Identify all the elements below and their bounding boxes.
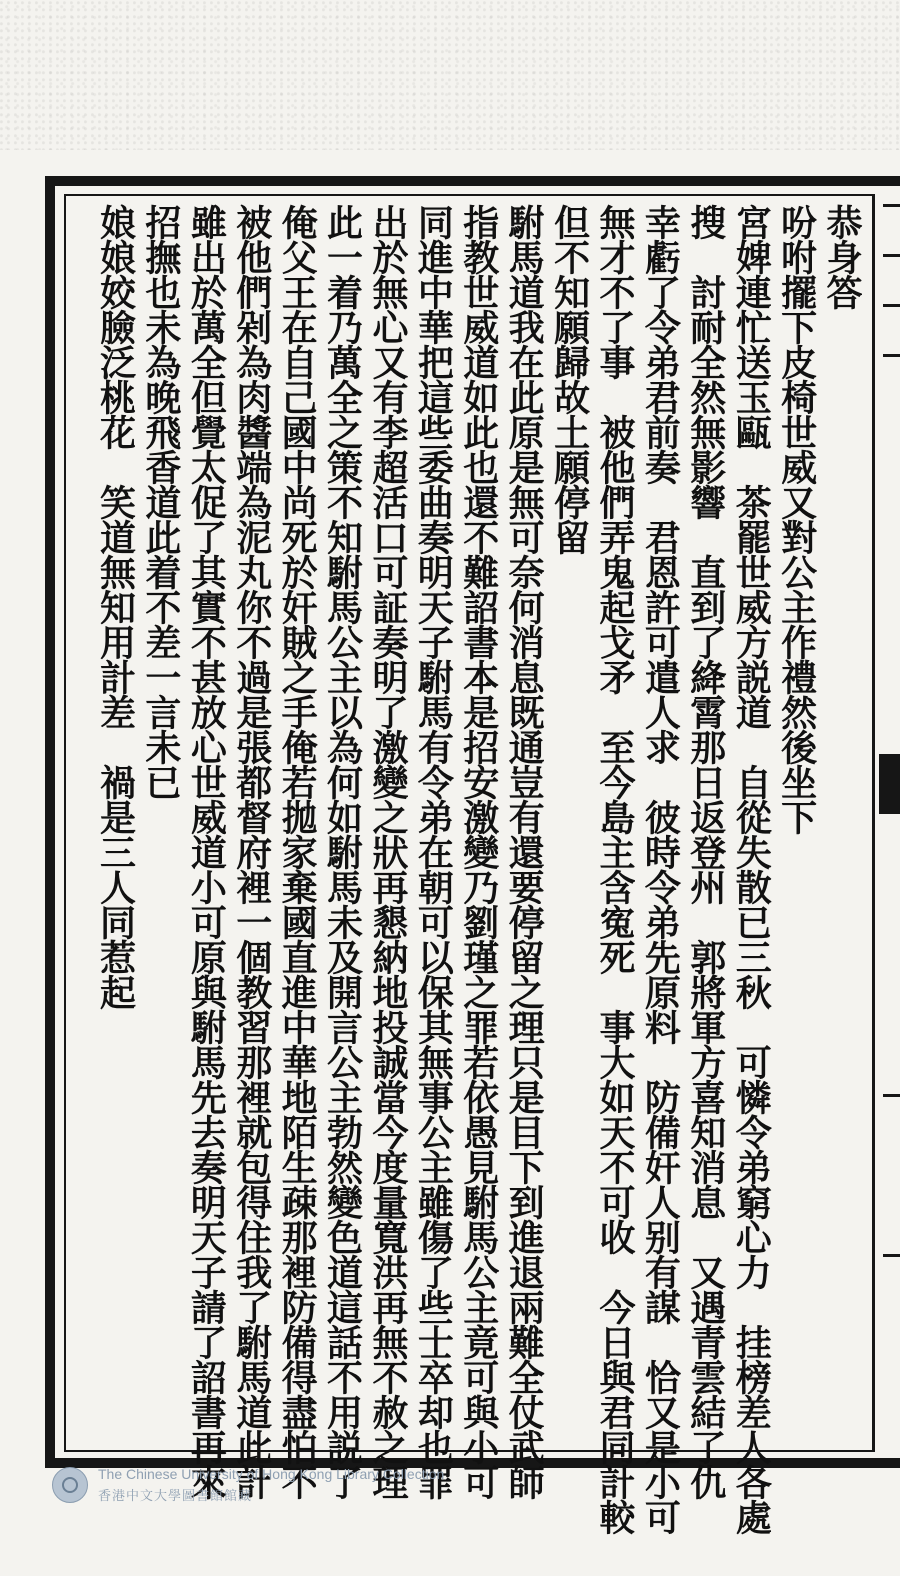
- text-column: 出於無心又有李超活口可証奏明了激變之狀再懇納地投誠當今度量寬洪再無不赦之理: [366, 204, 409, 1499]
- text-column: 幸虧了令弟君前奏 君恩許可遣人求 彼時令弟先原料 防備奸人别有謀 恰又是小可: [639, 204, 682, 1534]
- text-column: 但不知願歸故土願停留: [548, 204, 591, 554]
- text-column: 娘娘姣臉泛桃花 笑道無知用計差 禍是三人同惹起: [94, 204, 137, 1009]
- text-column: 宮婢連忙送玉甌 茶罷世威方説道 自從失散已三秋 可憐令弟窮心力 挂榜差人各處: [730, 204, 773, 1534]
- text-column: 招撫也未為晚飛香道此着不差一言未已: [139, 204, 182, 799]
- text-column: 駙馬道我在此原是無可奈何消息既通豈有還要停留之理只是目下到進退兩難全仗武師: [503, 204, 546, 1499]
- adjacent-page-edge: [873, 194, 900, 1452]
- edge-line: [883, 304, 900, 307]
- text-column: 被他們剁為肉醬端為泥丸你不過是張都督府裡一個教習那裡就包得住我了駙馬道此計: [230, 204, 273, 1499]
- text-column: 指教世威道如此也還不難詔書本是招安激變乃劉瑾之罪若依愚見駙馬公主竟可與小可: [457, 204, 500, 1499]
- text-column: 此一着乃萬全之策不知駙馬公主以為何如駙馬未及開言公主勃然變色道這話不用説了: [321, 204, 364, 1499]
- edge-line: [883, 204, 900, 207]
- text-column: 雖出於萬全但覺太促了其實不甚放心世威道小可原與駙馬先去奏明天子請了詔書再來: [185, 204, 228, 1499]
- text-column: 恭身答: [821, 204, 863, 309]
- edge-line: [883, 1254, 900, 1257]
- library-watermark: [52, 1465, 512, 1505]
- edge-block: [879, 754, 900, 814]
- edge-line: [883, 354, 900, 357]
- watermark-english: The Chinese University of Hong Kong Library Collection: [98, 1466, 445, 1482]
- text-column: 無才不了事 被他們弄鬼起戈矛 至今島主含寃死 事大如天不可收 今日與君同計較: [593, 204, 636, 1534]
- text-column: 吩咐擺下皮椅世威又對公主作禮然後坐下: [775, 204, 818, 834]
- edge-line: [883, 254, 900, 257]
- cuhk-seal-icon: [52, 1467, 88, 1503]
- edge-line: [883, 1094, 900, 1097]
- text-column: 同進中華把這些委曲奏明天子駙馬有令弟在朝可以保其無事公主雖傷了些士卒却也罪: [412, 204, 455, 1499]
- watermark-chinese: 香港中文大學圖書館館藏: [98, 1489, 253, 1504]
- text-column: 俺父王在自己國中尚死於奸賊之手俺若拋家棄國直進中華地陌生疎那裡防備得盡怕不: [276, 204, 319, 1499]
- paper-speckle: [0, 0, 900, 150]
- text-column: 搜 討耐全然無影響 直到了絳霄那日返登州 郭將軍方喜知消息 又遇青雲結了仇: [684, 204, 727, 1499]
